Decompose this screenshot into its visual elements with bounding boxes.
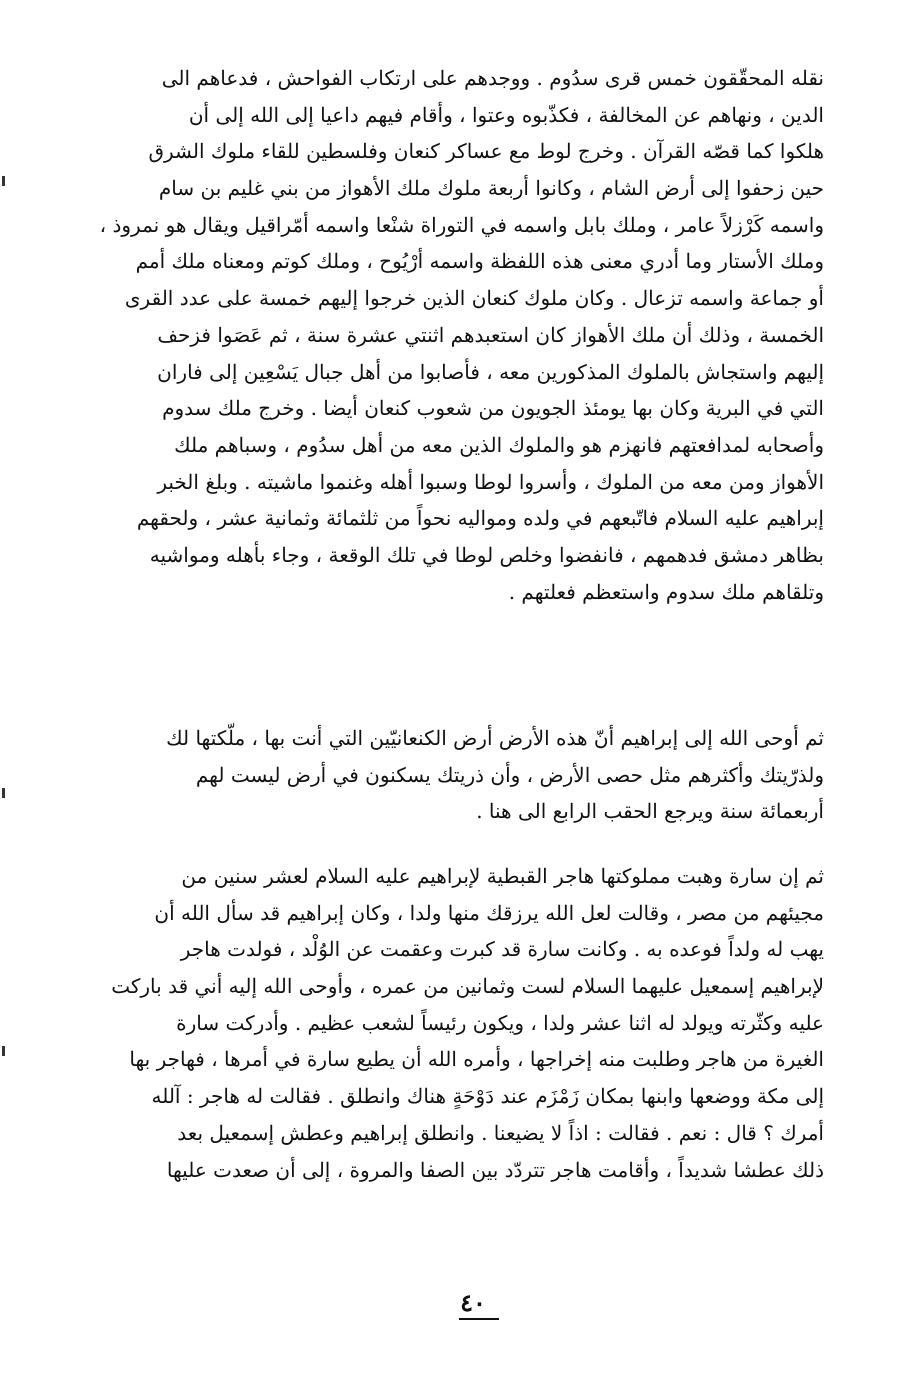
text-line: ثم أوحى الله إلى إبراهيم أنّ هذه الأرض أرض الكنعانيّين التي أنت بها ، ملّكتها لك [166, 726, 824, 750]
text-line: بظاهر دمشق فدهمهم ، فانفضوا وخلص لوطا في تلك الوقعة ، وجاء بأهله ومواشيه [149, 542, 824, 567]
paragraph-lot-and-kings [98, 60, 824, 610]
page-number-underline [459, 1318, 499, 1320]
text-line: حين زحفوا إلى أرض الشام ، وكانوا أربعة ملوك ملك الأهواز من بني غليم بن سام [158, 176, 824, 201]
text-line: نقله المحقّقون خمس قرى سدُوم . ووجدهم على ارتكاب الفواحش ، فدعاهم الى [161, 66, 824, 90]
text-line: وأصحابه لمدافعتهم فانهزم هو والملوك الذين معه من أهل سدُوم ، وسباهم ملك [174, 432, 824, 457]
text-line: عليه وكثّرته ويولد له اثنا عشر ولدا ، ويكون رئيساً لشعب عظيم . وأدركت سارة [176, 1010, 824, 1035]
text-line: واسمه كَرْزلاً عامر ، وملك بابل واسمه في التوراة شنْعا واسمه أمّراقيل ويقال هو نمروذ ، [99, 212, 824, 237]
text-line: إلى مكة ووضعها وابنها بمكان زَمْزَم عند دَوْحَةٍ هناك وانطلق . فقالت له هاجر : آلله [151, 1084, 824, 1109]
text-line: أربعمائة سنة ويرجع الحقب الرابع الى هنا . [476, 799, 824, 824]
text-line: ولذرّيتك وأكثرهم مثل حصى الأرض ، وأن ذريتك يسكنون في أرض ليست لهم [195, 762, 824, 787]
text-line: يهب له ولداً فوعده به . وكانت سارة قد كبرت وعقمت عن الوُلْد ، فولدت هاجر [180, 937, 824, 962]
margin-mark [2, 1046, 5, 1056]
margin-mark [2, 176, 5, 186]
margin-mark [2, 788, 5, 798]
text-line: ثم إن سارة وهبت مملوكتها هاجر القبطية لإبراهيم عليه السلام لعشر سنين من [181, 864, 824, 888]
text-line: أمرك ؟ قال : نعم . فقالت : اذاً لا يضيعنا . وانطلق إبراهيم وعطش إسمعيل بعد [177, 1120, 824, 1145]
text-line: الغيرة من هاجر وطلبت منه إخراجها ، وأمره الله أن يطيع سارة في أمرها ، فهاجر بها [129, 1047, 824, 1072]
page-number: ٤٠ [460, 1288, 486, 1317]
text-line: هلكوا كما قصّه القرآن . وخرج لوط مع عساكر كنعان وفلسطين للقاء ملوك الشرق [148, 139, 824, 164]
text-line: لإبراهيم إسمعيل عليهما السلام لست وثمانين من عمره ، وأوحى الله إليه أني قد باركت [111, 974, 824, 999]
paragraph-revelation [98, 720, 824, 830]
text-line: مجيئهم من مصر ، وقالت لعل الله يرزقك منها ولدا ، وكان إبراهيم قد سأل الله أن [154, 900, 824, 925]
text-line: وتلقاهم ملك سدوم واستعظم فعلتهم . [508, 579, 824, 604]
text-line: أو جماعة واسمه تزعال . وكان ملوك كنعان الذين خرجوا إليهم خمسة على عدد القرى [124, 286, 824, 311]
paragraph-hagar-ismail [98, 858, 824, 1188]
text-line: الأهواز ومن معه من الملوك ، وأسروا لوطا وسبوا أهله وغنموا ماشيته . وبلغ الخبر [157, 469, 824, 494]
text-line: إبراهيم عليه السلام فاتّبعهم في ولده ومواليه نحواً من ثلثمائة وثمانية عشر ، ولحقهم [136, 506, 824, 531]
text-line: التي في البرية وكان بها يومئذ الجويون من شعوب كنعان أيضا . وخرج ملك سدوم [162, 396, 824, 421]
text-line: ذلك عطشا شديداً ، وأقامت هاجر تتردّد بين الصفا والمروة ، إلى أن صعدت عليها [166, 1157, 824, 1182]
text-line: الخمسة ، وذلك أن ملك الأهواز كان استعبدهم اثنتي عشرة سنة ، ثم عَصَوا فزحف [157, 322, 824, 347]
text-line: الدين ، ونهاهم عن المخالفة ، فكذّبوه وعتوا ، وأقام فيهم داعيا إلى الله إلى أن [188, 102, 824, 127]
text-line: إليهم واستجاش بالملوك المذكورين معه ، فأصابوا من أهل جبال يَسْعِين إلى فاران [157, 359, 824, 384]
text-line: وملك الأستار وما أدري معنى هذه اللفظة واسمه أرْيُوح ، وملك كوتم ومعناه ملك أمم [135, 249, 824, 274]
